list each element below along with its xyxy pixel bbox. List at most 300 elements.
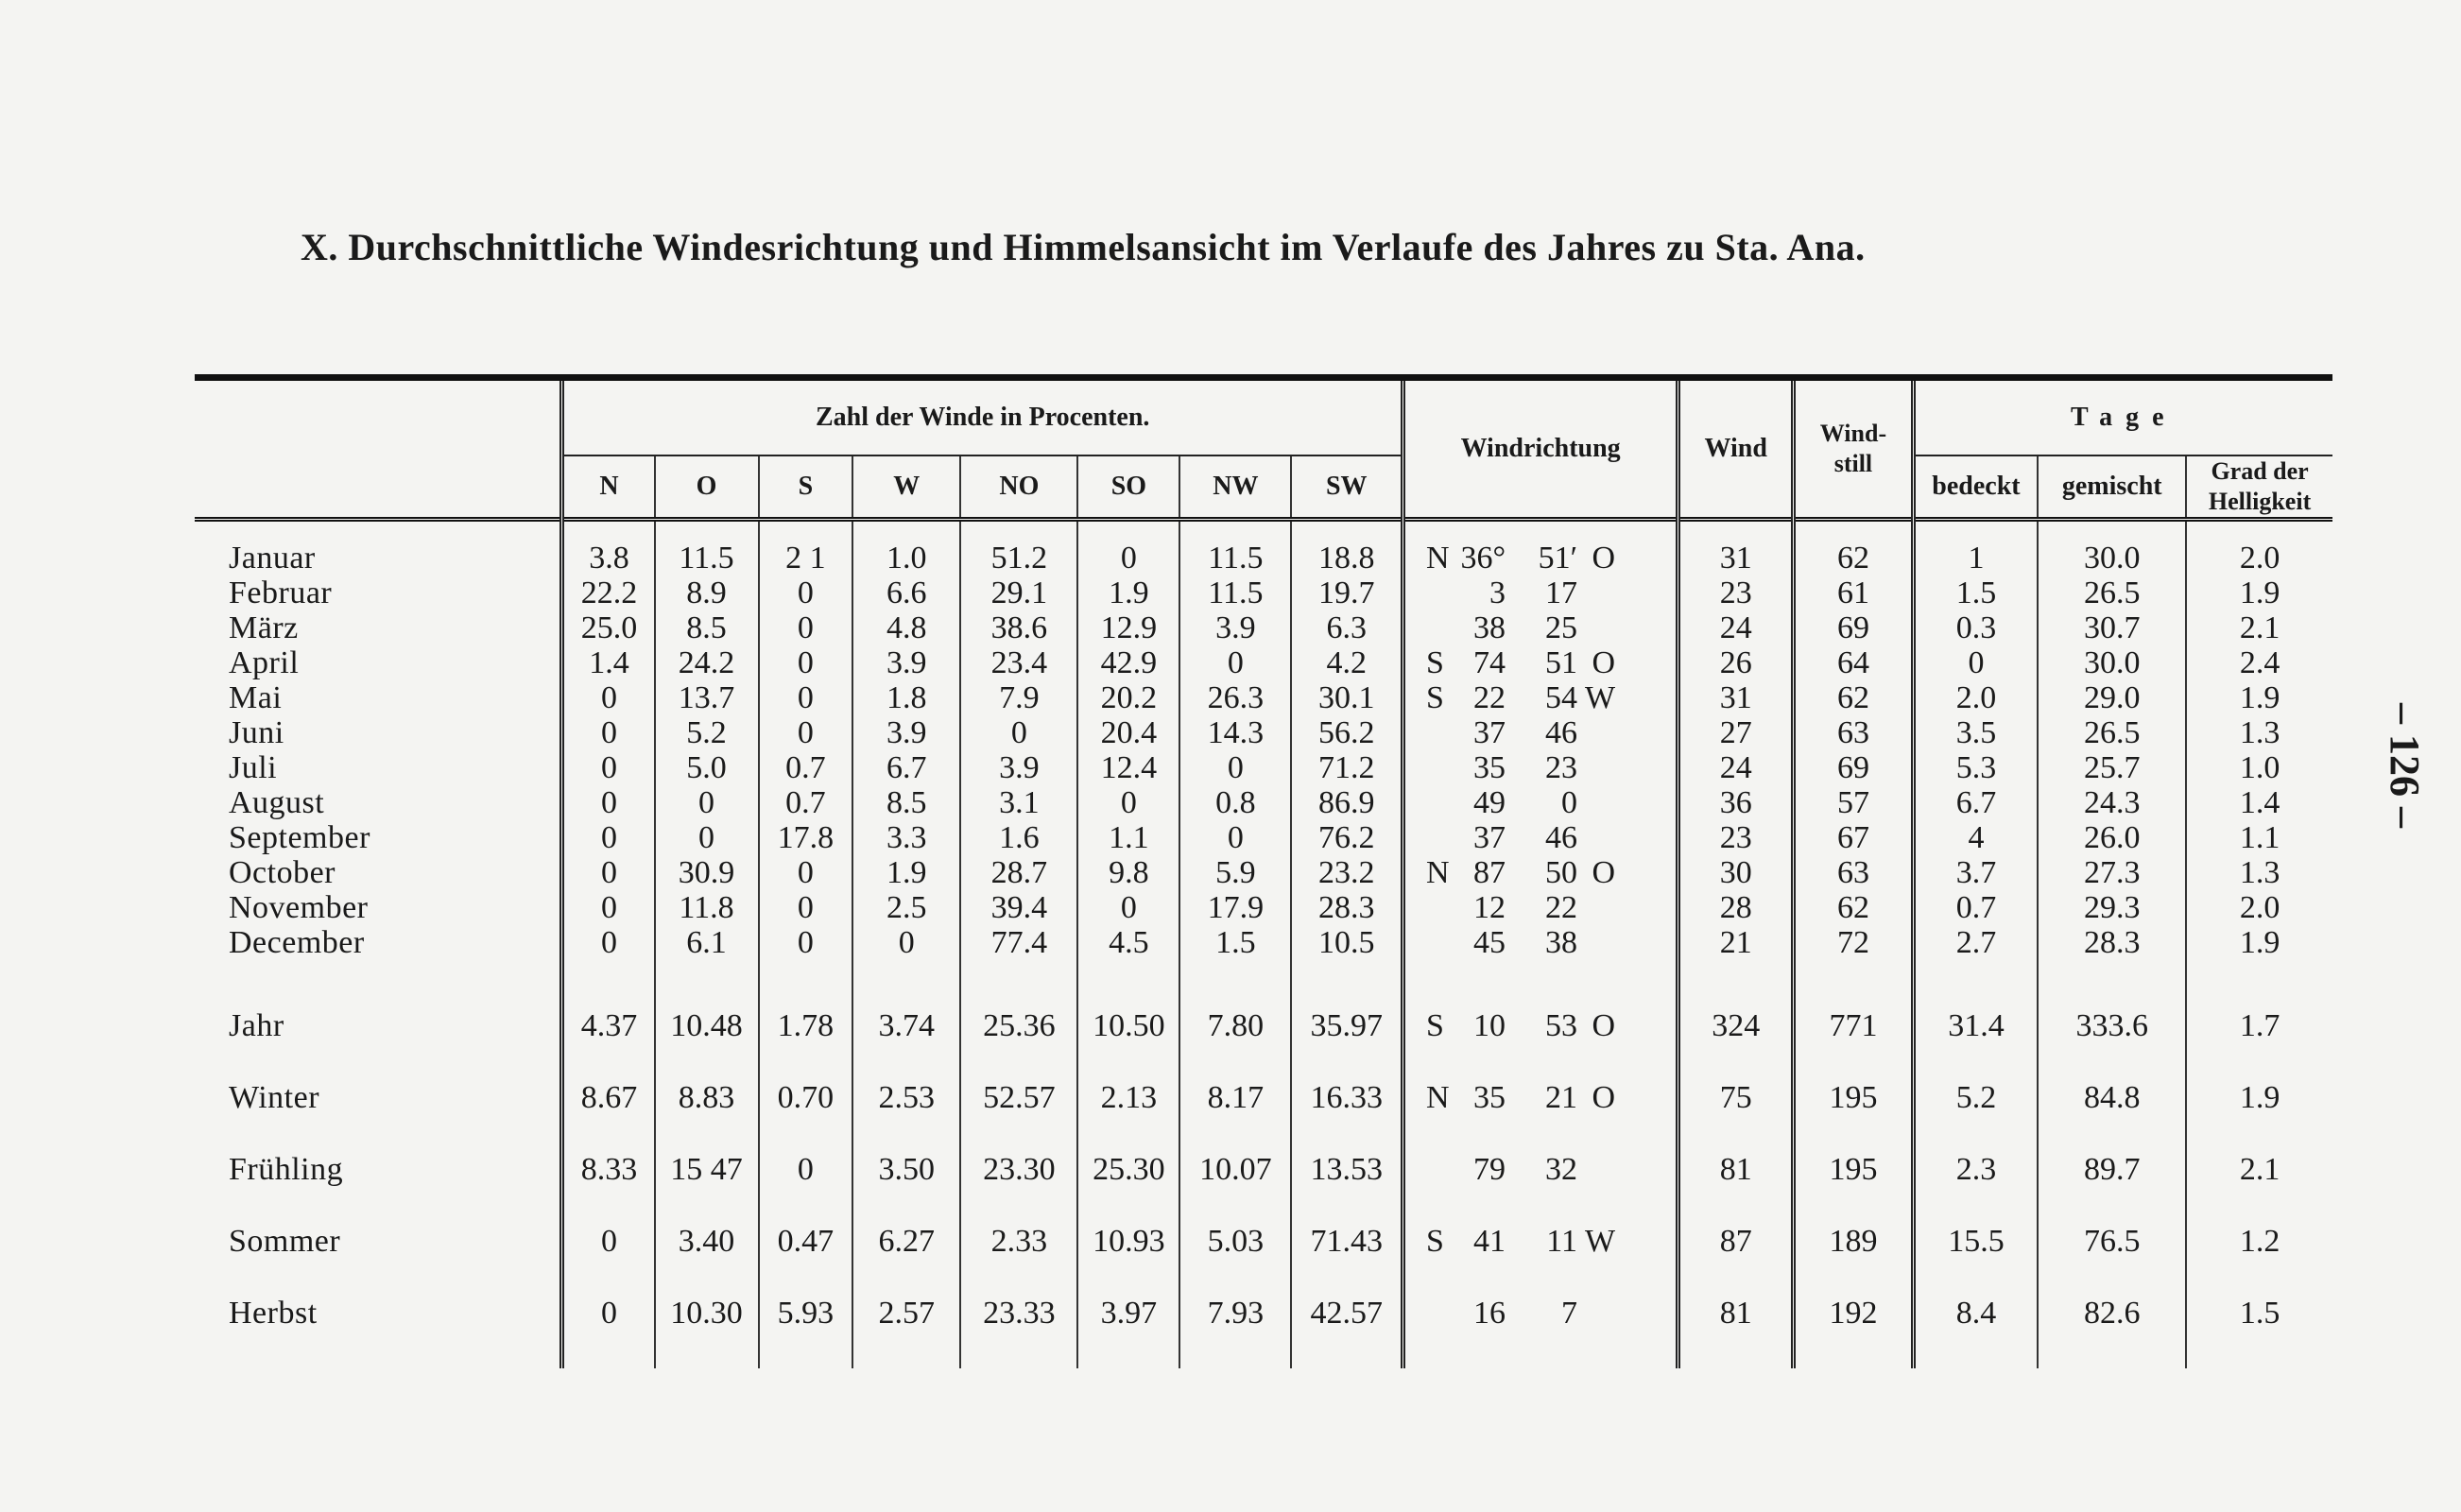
row-label: Februar xyxy=(229,576,333,610)
pct-w-cell: 6.6 xyxy=(852,576,960,610)
windstill-cell: 195 xyxy=(1794,1134,1913,1206)
pct-sw-cell: 30.1 xyxy=(1291,680,1403,715)
row-label: September xyxy=(229,820,370,855)
pct-o-cell: 8.83 xyxy=(655,1062,759,1134)
bedeckt-cell: 15.5 xyxy=(1913,1206,2038,1278)
wd-minutes: 17 xyxy=(1545,576,1578,610)
windstill-cell: 69 xyxy=(1794,610,1913,645)
page-title: X. Durchschnittliche Windesrichtung und Himmelsansicht im Verlaufe des Jahres zu Sta. Ana. xyxy=(301,226,1866,268)
wd-prefix: N xyxy=(1426,541,1450,576)
windstill-cell: 195 xyxy=(1794,1062,1913,1134)
pct-s-cell: 0 xyxy=(759,610,853,645)
month-row xyxy=(195,890,2332,925)
pct-no-cell: 0 xyxy=(960,715,1077,750)
bedeckt-header: bedeckt xyxy=(1913,455,2038,520)
summary-row xyxy=(195,1062,2332,1134)
pct-no-cell: 23.33 xyxy=(960,1278,1077,1349)
grad-cell: 1.3 xyxy=(2186,715,2332,750)
dir-header-no: NO xyxy=(960,455,1077,520)
pct-so-cell: 12.9 xyxy=(1077,610,1179,645)
pct-w-cell: 3.3 xyxy=(852,820,960,855)
pct-w-cell: 8.5 xyxy=(852,785,960,820)
wd-degrees: 49 xyxy=(1473,785,1506,820)
pct-s-cell: 17.8 xyxy=(759,820,853,855)
bedeckt-cell: 5.3 xyxy=(1913,750,2038,785)
pct-n-cell: 8.67 xyxy=(562,1062,655,1134)
bedeckt-cell: 2.0 xyxy=(1913,680,2038,715)
row-label: November xyxy=(229,890,369,925)
pct-no-cell: 52.57 xyxy=(960,1062,1077,1134)
row-label: Jahr xyxy=(229,1008,284,1043)
pct-n-cell: 0 xyxy=(562,715,655,750)
pct-nw-cell: 10.07 xyxy=(1179,1134,1291,1206)
windrichtung-cell xyxy=(1403,855,1678,890)
grad-cell: 1.9 xyxy=(2186,1062,2332,1134)
pct-s-cell: 2 1 xyxy=(759,541,853,576)
wind-cell: 75 xyxy=(1678,1062,1794,1134)
zahl-header: Zahl der Winde in Procenten. xyxy=(562,378,1403,456)
gemischt-cell: 89.7 xyxy=(2038,1134,2186,1206)
month-row xyxy=(195,715,2332,750)
wd-minutes: 53 xyxy=(1545,1008,1578,1043)
pct-n-cell: 0 xyxy=(562,680,655,715)
pct-no-cell: 39.4 xyxy=(960,890,1077,925)
dir-header-w: W xyxy=(852,455,960,520)
pct-so-cell: 0 xyxy=(1077,541,1179,576)
wd-degrees: 3 xyxy=(1489,576,1506,610)
grad-cell: 2.4 xyxy=(2186,645,2332,680)
pct-so-cell: 10.50 xyxy=(1077,990,1179,1062)
pct-so-cell: 2.13 xyxy=(1077,1062,1179,1134)
wd-degrees: 41 xyxy=(1473,1224,1506,1259)
wd-degrees: 10 xyxy=(1473,1008,1506,1043)
windstill-cell: 61 xyxy=(1794,576,1913,610)
pct-sw-cell: 23.2 xyxy=(1291,855,1403,890)
gemischt-cell: 29.3 xyxy=(2038,890,2186,925)
windrichtung-cell xyxy=(1403,820,1678,855)
summary-row xyxy=(195,990,2332,1062)
pct-n-cell: 25.0 xyxy=(562,610,655,645)
wd-degrees: 37 xyxy=(1473,715,1506,750)
grad-header-line2: Helligkeit xyxy=(2208,488,2312,515)
pct-o-cell: 3.40 xyxy=(655,1206,759,1278)
dir-header-o: O xyxy=(655,455,759,520)
windstill-cell: 192 xyxy=(1794,1278,1913,1349)
pct-w-cell: 2.5 xyxy=(852,890,960,925)
pct-no-cell: 23.30 xyxy=(960,1134,1077,1206)
pct-n-cell: 0 xyxy=(562,750,655,785)
pct-so-cell: 10.93 xyxy=(1077,1206,1179,1278)
wd-minutes: 32 xyxy=(1545,1152,1578,1187)
gemischt-cell: 82.6 xyxy=(2038,1278,2186,1349)
wind-cell: 26 xyxy=(1678,645,1794,680)
windrichtung-cell xyxy=(1403,576,1678,610)
windrichtung-cell xyxy=(1403,785,1678,820)
pct-nw-cell: 5.03 xyxy=(1179,1206,1291,1278)
windstill-cell: 62 xyxy=(1794,680,1913,715)
pct-s-cell: 0.47 xyxy=(759,1206,853,1278)
wind-cell: 324 xyxy=(1678,990,1794,1062)
row-label: August xyxy=(229,785,325,820)
pct-nw-cell: 7.93 xyxy=(1179,1278,1291,1349)
summary-row xyxy=(195,1206,2332,1278)
pct-nw-cell: 3.9 xyxy=(1179,610,1291,645)
windrichtung-cell xyxy=(1403,1278,1678,1349)
wd-degrees: 37 xyxy=(1473,820,1506,855)
dir-header-n: N xyxy=(562,455,655,520)
wd-degrees: 74 xyxy=(1473,645,1506,680)
pct-o-cell: 15 47 xyxy=(655,1134,759,1206)
grad-cell: 1.3 xyxy=(2186,855,2332,890)
pct-o-cell: 8.5 xyxy=(655,610,759,645)
pct-nw-cell: 8.17 xyxy=(1179,1062,1291,1134)
pct-no-cell: 29.1 xyxy=(960,576,1077,610)
month-row xyxy=(195,680,2332,715)
windrichtung-cell xyxy=(1403,925,1678,960)
pct-sw-cell: 56.2 xyxy=(1291,715,1403,750)
wd-minutes: 50 xyxy=(1545,855,1578,890)
pct-so-cell: 20.2 xyxy=(1077,680,1179,715)
wd-minutes: 51′ xyxy=(1538,541,1578,576)
wind-cell: 31 xyxy=(1678,541,1794,576)
wd-minutes: 23 xyxy=(1545,750,1578,785)
wd-minutes: 7 xyxy=(1561,1296,1578,1331)
pct-sw-cell: 28.3 xyxy=(1291,890,1403,925)
pct-so-cell: 25.30 xyxy=(1077,1134,1179,1206)
windstill-cell: 63 xyxy=(1794,715,1913,750)
wd-degrees: 16 xyxy=(1473,1296,1506,1331)
month-row xyxy=(195,820,2332,855)
pct-n-cell: 8.33 xyxy=(562,1134,655,1206)
windrichtung-cell xyxy=(1403,541,1678,576)
pct-nw-cell: 0 xyxy=(1179,820,1291,855)
pct-so-cell: 3.97 xyxy=(1077,1278,1179,1349)
pct-w-cell: 4.8 xyxy=(852,610,960,645)
month-row xyxy=(195,750,2332,785)
grad-cell: 1.2 xyxy=(2186,1206,2332,1278)
pct-so-cell: 4.5 xyxy=(1077,925,1179,960)
windrichtung-cell xyxy=(1403,1134,1678,1206)
pct-sw-cell: 19.7 xyxy=(1291,576,1403,610)
pct-nw-cell: 11.5 xyxy=(1179,541,1291,576)
pct-so-cell: 0 xyxy=(1077,890,1179,925)
windrichtung-cell xyxy=(1403,715,1678,750)
gemischt-cell: 30.0 xyxy=(2038,645,2186,680)
bedeckt-cell: 6.7 xyxy=(1913,785,2038,820)
grad-cell: 1.9 xyxy=(2186,680,2332,715)
pct-w-cell: 6.27 xyxy=(852,1206,960,1278)
pct-s-cell: 5.93 xyxy=(759,1278,853,1349)
bedeckt-cell: 3.5 xyxy=(1913,715,2038,750)
pct-sw-cell: 76.2 xyxy=(1291,820,1403,855)
pct-nw-cell: 1.5 xyxy=(1179,925,1291,960)
pct-nw-cell: 7.80 xyxy=(1179,990,1291,1062)
pct-sw-cell: 13.53 xyxy=(1291,1134,1403,1206)
page-number: – 126 – xyxy=(2382,703,2428,828)
pct-o-cell: 6.1 xyxy=(655,925,759,960)
pct-sw-cell: 6.3 xyxy=(1291,610,1403,645)
wd-degrees: 12 xyxy=(1473,890,1506,925)
gemischt-cell: 27.3 xyxy=(2038,855,2186,890)
windstill-cell: 72 xyxy=(1794,925,1913,960)
windstill-cell: 64 xyxy=(1794,645,1913,680)
pct-nw-cell: 0.8 xyxy=(1179,785,1291,820)
bedeckt-cell: 31.4 xyxy=(1913,990,2038,1062)
bedeckt-cell: 3.7 xyxy=(1913,855,2038,890)
wind-cell: 28 xyxy=(1678,890,1794,925)
wind-cell: 87 xyxy=(1678,1206,1794,1278)
windstill-cell: 57 xyxy=(1794,785,1913,820)
dir-header-so: SO xyxy=(1077,455,1179,520)
bedeckt-cell: 8.4 xyxy=(1913,1278,2038,1349)
pct-n-cell: 3.8 xyxy=(562,541,655,576)
wd-minutes: 54 xyxy=(1545,680,1578,715)
wd-prefix: S xyxy=(1426,1008,1444,1043)
windrichtung-cell xyxy=(1403,680,1678,715)
month-row xyxy=(195,645,2332,680)
pct-n-cell: 0 xyxy=(562,1206,655,1278)
gemischt-cell: 24.3 xyxy=(2038,785,2186,820)
pct-n-cell: 0 xyxy=(562,785,655,820)
windstill-cell: 62 xyxy=(1794,541,1913,576)
pct-o-cell: 5.2 xyxy=(655,715,759,750)
wd-minutes: 46 xyxy=(1545,715,1578,750)
pct-w-cell: 3.9 xyxy=(852,715,960,750)
wd-minutes: 38 xyxy=(1545,925,1578,960)
grad-cell: 1.4 xyxy=(2186,785,2332,820)
grad-header-line1: Grad der xyxy=(2211,457,2309,485)
pct-no-cell: 3.9 xyxy=(960,750,1077,785)
pct-sw-cell: 4.2 xyxy=(1291,645,1403,680)
wd-degrees: 38 xyxy=(1473,610,1506,645)
row-label: März xyxy=(229,610,299,645)
wd-suffix: O xyxy=(1592,855,1616,890)
gemischt-cell: 25.7 xyxy=(2038,750,2186,785)
wd-prefix: N xyxy=(1426,855,1450,890)
pct-o-cell: 13.7 xyxy=(655,680,759,715)
pct-sw-cell: 42.57 xyxy=(1291,1278,1403,1349)
wind-cell: 23 xyxy=(1678,576,1794,610)
tage-header: Tage xyxy=(1913,378,2332,456)
gemischt-cell: 30.0 xyxy=(2038,541,2186,576)
gemischt-cell: 333.6 xyxy=(2038,990,2186,1062)
gemischt-cell: 84.8 xyxy=(2038,1062,2186,1134)
wind-cell: 24 xyxy=(1678,610,1794,645)
row-label: Winter xyxy=(229,1080,320,1115)
wind-header: Wind xyxy=(1678,378,1794,520)
pct-s-cell: 0 xyxy=(759,680,853,715)
dir-header-nw: NW xyxy=(1179,455,1291,520)
wd-degrees: 45 xyxy=(1473,925,1506,960)
pct-no-cell: 28.7 xyxy=(960,855,1077,890)
gemischt-cell: 30.7 xyxy=(2038,610,2186,645)
pct-no-cell: 77.4 xyxy=(960,925,1077,960)
wd-degrees: 87 xyxy=(1473,855,1506,890)
gemischt-header: gemischt xyxy=(2038,455,2186,520)
pct-w-cell: 1.8 xyxy=(852,680,960,715)
windstill-header-line2: still xyxy=(1833,450,1873,477)
wd-suffix: O xyxy=(1592,1008,1616,1043)
pct-no-cell: 2.33 xyxy=(960,1206,1077,1278)
row-label: Juni xyxy=(229,715,284,750)
wd-prefix: S xyxy=(1426,1224,1444,1259)
grad-cell: 2.0 xyxy=(2186,541,2332,576)
wd-minutes: 22 xyxy=(1545,890,1578,925)
gemischt-cell: 26.0 xyxy=(2038,820,2186,855)
pct-n-cell: 0 xyxy=(562,925,655,960)
pct-w-cell: 1.9 xyxy=(852,855,960,890)
grad-cell: 1.9 xyxy=(2186,925,2332,960)
pct-so-cell: 9.8 xyxy=(1077,855,1179,890)
pct-w-cell: 3.50 xyxy=(852,1134,960,1206)
pct-n-cell: 0 xyxy=(562,855,655,890)
pct-n-cell: 1.4 xyxy=(562,645,655,680)
pct-n-cell: 4.37 xyxy=(562,990,655,1062)
wind-cell: 36 xyxy=(1678,785,1794,820)
pct-o-cell: 10.48 xyxy=(655,990,759,1062)
pct-o-cell: 10.30 xyxy=(655,1278,759,1349)
grad-cell: 1.7 xyxy=(2186,990,2332,1062)
row-label: Sommer xyxy=(229,1224,341,1259)
pct-s-cell: 0 xyxy=(759,925,853,960)
gemischt-cell: 28.3 xyxy=(2038,925,2186,960)
pct-so-cell: 1.9 xyxy=(1077,576,1179,610)
row-label: April xyxy=(229,645,300,680)
bedeckt-cell: 1 xyxy=(1913,541,2038,576)
month-row xyxy=(195,855,2332,890)
grad-cell: 2.0 xyxy=(2186,890,2332,925)
pct-w-cell: 1.0 xyxy=(852,541,960,576)
windstill-cell: 771 xyxy=(1794,990,1913,1062)
month-row xyxy=(195,610,2332,645)
wd-prefix: N xyxy=(1426,1080,1450,1115)
month-row xyxy=(195,576,2332,610)
grad-cell: 1.9 xyxy=(2186,576,2332,610)
wd-minutes: 0 xyxy=(1561,785,1578,820)
wind-cell: 21 xyxy=(1678,925,1794,960)
pct-sw-cell: 86.9 xyxy=(1291,785,1403,820)
windrichtung-cell xyxy=(1403,1206,1678,1278)
pct-so-cell: 1.1 xyxy=(1077,820,1179,855)
bedeckt-cell: 0.3 xyxy=(1913,610,2038,645)
row-label: Mai xyxy=(229,680,283,715)
pct-so-cell: 42.9 xyxy=(1077,645,1179,680)
wd-minutes: 21 xyxy=(1545,1080,1578,1115)
windrichtung-header: Windrichtung xyxy=(1403,378,1678,520)
wd-suffix: O xyxy=(1592,541,1616,576)
bedeckt-cell: 0.7 xyxy=(1913,890,2038,925)
pct-o-cell: 0 xyxy=(655,820,759,855)
wd-suffix: W xyxy=(1584,1224,1616,1259)
wd-minutes: 11 xyxy=(1546,1224,1578,1259)
row-label-header xyxy=(195,378,562,520)
pct-nw-cell: 5.9 xyxy=(1179,855,1291,890)
bedeckt-cell: 5.2 xyxy=(1913,1062,2038,1134)
month-row xyxy=(195,925,2332,960)
pct-sw-cell: 71.2 xyxy=(1291,750,1403,785)
pct-nw-cell: 0 xyxy=(1179,750,1291,785)
bedeckt-cell: 0 xyxy=(1913,645,2038,680)
windrichtung-cell xyxy=(1403,1062,1678,1134)
month-row xyxy=(195,785,2332,820)
wind-table xyxy=(195,374,2332,1368)
row-label: Januar xyxy=(229,541,316,576)
pct-no-cell: 51.2 xyxy=(960,541,1077,576)
pct-n-cell: 0 xyxy=(562,1278,655,1349)
bedeckt-cell: 4 xyxy=(1913,820,2038,855)
pct-o-cell: 11.5 xyxy=(655,541,759,576)
wind-cell: 31 xyxy=(1678,680,1794,715)
pct-s-cell: 0.7 xyxy=(759,750,853,785)
wd-degrees: 35 xyxy=(1473,1080,1506,1115)
pct-o-cell: 8.9 xyxy=(655,576,759,610)
bedeckt-cell: 2.3 xyxy=(1913,1134,2038,1206)
pct-n-cell: 22.2 xyxy=(562,576,655,610)
pct-o-cell: 0 xyxy=(655,785,759,820)
windstill-cell: 69 xyxy=(1794,750,1913,785)
bedeckt-cell: 2.7 xyxy=(1913,925,2038,960)
wind-cell: 30 xyxy=(1678,855,1794,890)
pct-nw-cell: 14.3 xyxy=(1179,715,1291,750)
pct-no-cell: 25.36 xyxy=(960,990,1077,1062)
pct-so-cell: 0 xyxy=(1077,785,1179,820)
windstill-cell: 189 xyxy=(1794,1206,1913,1278)
windrichtung-cell xyxy=(1403,990,1678,1062)
pct-so-cell: 20.4 xyxy=(1077,715,1179,750)
pct-o-cell: 11.8 xyxy=(655,890,759,925)
row-label: October xyxy=(229,855,336,890)
grad-cell: 2.1 xyxy=(2186,610,2332,645)
windstill-cell: 62 xyxy=(1794,890,1913,925)
pct-w-cell: 0 xyxy=(852,925,960,960)
grad-cell: 1.1 xyxy=(2186,820,2332,855)
pct-nw-cell: 0 xyxy=(1179,645,1291,680)
pct-no-cell: 3.1 xyxy=(960,785,1077,820)
pct-nw-cell: 26.3 xyxy=(1179,680,1291,715)
pct-o-cell: 30.9 xyxy=(655,855,759,890)
pct-no-cell: 7.9 xyxy=(960,680,1077,715)
grad-cell: 1.5 xyxy=(2186,1278,2332,1349)
pct-n-cell: 0 xyxy=(562,820,655,855)
pct-n-cell: 0 xyxy=(562,890,655,925)
pct-sw-cell: 35.97 xyxy=(1291,990,1403,1062)
month-row xyxy=(195,541,2332,576)
windrichtung-cell xyxy=(1403,610,1678,645)
pct-w-cell: 2.53 xyxy=(852,1062,960,1134)
pct-so-cell: 12.4 xyxy=(1077,750,1179,785)
windrichtung-cell xyxy=(1403,645,1678,680)
wd-degrees: 36° xyxy=(1460,541,1506,576)
gemischt-cell: 76.5 xyxy=(2038,1206,2186,1278)
gemischt-cell: 29.0 xyxy=(2038,680,2186,715)
gemischt-cell: 26.5 xyxy=(2038,715,2186,750)
gemischt-cell: 26.5 xyxy=(2038,576,2186,610)
summary-row xyxy=(195,1278,2332,1349)
wd-degrees: 79 xyxy=(1473,1152,1506,1187)
pct-s-cell: 0 xyxy=(759,890,853,925)
wd-minutes: 51 xyxy=(1545,645,1578,680)
windstill-cell: 67 xyxy=(1794,820,1913,855)
bedeckt-cell: 1.5 xyxy=(1913,576,2038,610)
pct-sw-cell: 71.43 xyxy=(1291,1206,1403,1278)
grad-cell: 1.0 xyxy=(2186,750,2332,785)
pct-o-cell: 5.0 xyxy=(655,750,759,785)
grad-cell: 2.1 xyxy=(2186,1134,2332,1206)
wd-suffix: O xyxy=(1592,645,1616,680)
pct-s-cell: 0 xyxy=(759,645,853,680)
windstill-header xyxy=(1794,378,1913,520)
windstill-header-line1: Wind- xyxy=(1819,420,1887,447)
